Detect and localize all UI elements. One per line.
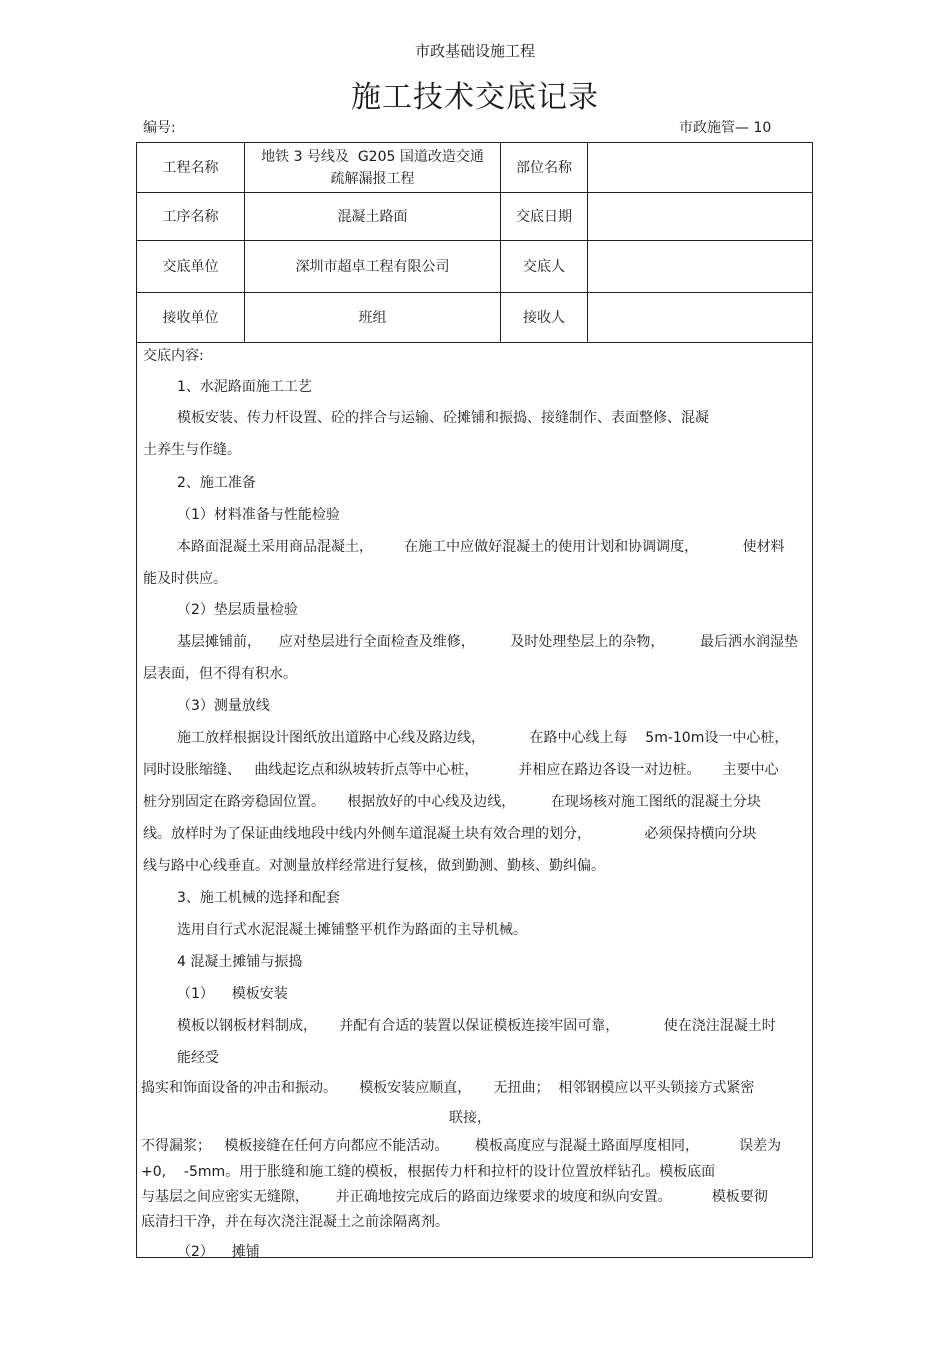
content-line: 桩分别固定在路旁稳固位置。 根据放好的中心线及边线， 在现场核对施工图纸的混凝土分块: [143, 794, 761, 810]
disclosure-date-value: [588, 193, 812, 240]
content-line: 3、施工机械的选择和配套: [177, 890, 340, 906]
row-divider: [137, 342, 812, 343]
content-line: 线与路中心线垂直。对测量放样经常进行复核，做到勤测、勤核、勤纠偏。: [143, 858, 605, 874]
disclosure-date-label: 交底日期: [516, 208, 572, 225]
receiver-value: [588, 293, 812, 342]
content-line: 模板以钢板材料制成， 并配有合适的装置以保证模板连接牢固可靠， 使在浇注混凝土时: [177, 1018, 776, 1034]
project-name-value: [245, 143, 500, 192]
content-line: 能经受: [177, 1050, 219, 1066]
content-line: （2） 摊铺: [177, 1244, 260, 1260]
project-name-line-2: 疏解漏报工程: [330, 170, 415, 187]
project-name-line-1: 地铁 3 号线及 G205 国道改造交通: [261, 148, 484, 165]
content-line: （1）材料准备与性能检验: [177, 507, 340, 523]
content-line: 4 混凝土摊铺与振捣: [177, 954, 303, 970]
project-name-label: 工程名称: [162, 159, 219, 176]
content-line: 本路面混凝土采用商品混凝土， 在施工中应做好混凝土的使用计划和协调调度， 使材料: [177, 539, 785, 555]
content-line: 能及时供应。: [143, 571, 227, 587]
page-header: 市政基础设施工程: [414, 42, 535, 60]
issuer-value: [588, 241, 812, 292]
content-line: 与基层之间应密实无缝隙， 并正确地按完成后的路面边缘要求的坡度和纵向安置。 模板要彻: [141, 1189, 768, 1205]
receiver-unit-value: 班组: [358, 309, 387, 326]
receiver-unit-label: 接收单位: [162, 309, 219, 326]
content-line: 联接，: [449, 1110, 491, 1126]
content-line: 不得漏浆； 模板接缝在任何方向都应不能活动。 模板高度应与混凝土路面厚度相同， 误差为: [141, 1138, 782, 1154]
content-heading: 交底内容:: [143, 348, 204, 364]
content-line: （3）测量放线: [177, 698, 270, 714]
process-name-label: 工序名称: [162, 208, 219, 225]
document-title: 施工技术交底记录: [351, 80, 599, 115]
content-line: 同时设胀缩缝、 曲线起讫点和纵坡转折点等中心桩， 并相应在路边各设一对边桩。 主要中心: [143, 762, 779, 778]
serial-number-label: 编号:: [143, 120, 176, 136]
content-line: 施工放样根据设计图纸放出道路中心线及路边线， 在路中心线上每 5m-10m设一中心桩，: [177, 730, 789, 746]
content-line: 底清扫干净，并在每次浇注混凝土之前涂隔离剂。: [141, 1214, 449, 1230]
part-name-label: 部位名称: [516, 159, 572, 176]
content-line: 1、水泥路面施工工艺: [177, 379, 312, 395]
content-line: 模板安装、传力杆设置、砼的拌合与运输、砼摊铺和振捣、接缝制作、表面整修、混凝: [177, 410, 709, 426]
content-line: 土养生与作缝。: [143, 442, 241, 458]
content-line: （2）垫层质量检验: [177, 602, 298, 618]
content-line: 捣实和饰面设备的冲击和振动。 模板安装应顺直， 无扭曲； 相邻钢模应以平头锁接方式紧密: [141, 1080, 755, 1096]
content-line: 选用自行式水泥混凝土摊铺整平机作为路面的主导机械。: [177, 922, 527, 938]
issuer-unit-label: 交底单位: [162, 258, 219, 275]
content-line: 基层摊铺前， 应对垫层进行全面检查及维修， 及时处理垫层上的杂物， 最后洒水润湿垫: [177, 634, 799, 650]
content-line: （1） 模板安装: [177, 986, 288, 1002]
content-line: +0, -5mm。用于胀缝和施工缝的模板，根据传力杆和拉杆的设计位置放样钻孔。模板底面: [141, 1164, 716, 1180]
content-line: 线。放样时为了保证曲线地段中线内外侧车道混凝土块有效合理的划分， 必须保持横向分块: [143, 826, 757, 842]
content-line: 2、施工准备: [177, 475, 256, 491]
issuer-label: 交底人: [523, 258, 565, 275]
part-name-value: [588, 143, 812, 192]
receiver-label: 接收人: [523, 309, 565, 326]
issuer-unit-value: 深圳市超卓工程有限公司: [295, 258, 450, 275]
disclosure-record-table: [136, 142, 813, 1258]
process-name-value: 混凝土路面: [337, 208, 408, 225]
content-line: 层表面，但不得有积水。: [143, 666, 297, 682]
form-code: 市政施管— 10: [679, 120, 772, 136]
